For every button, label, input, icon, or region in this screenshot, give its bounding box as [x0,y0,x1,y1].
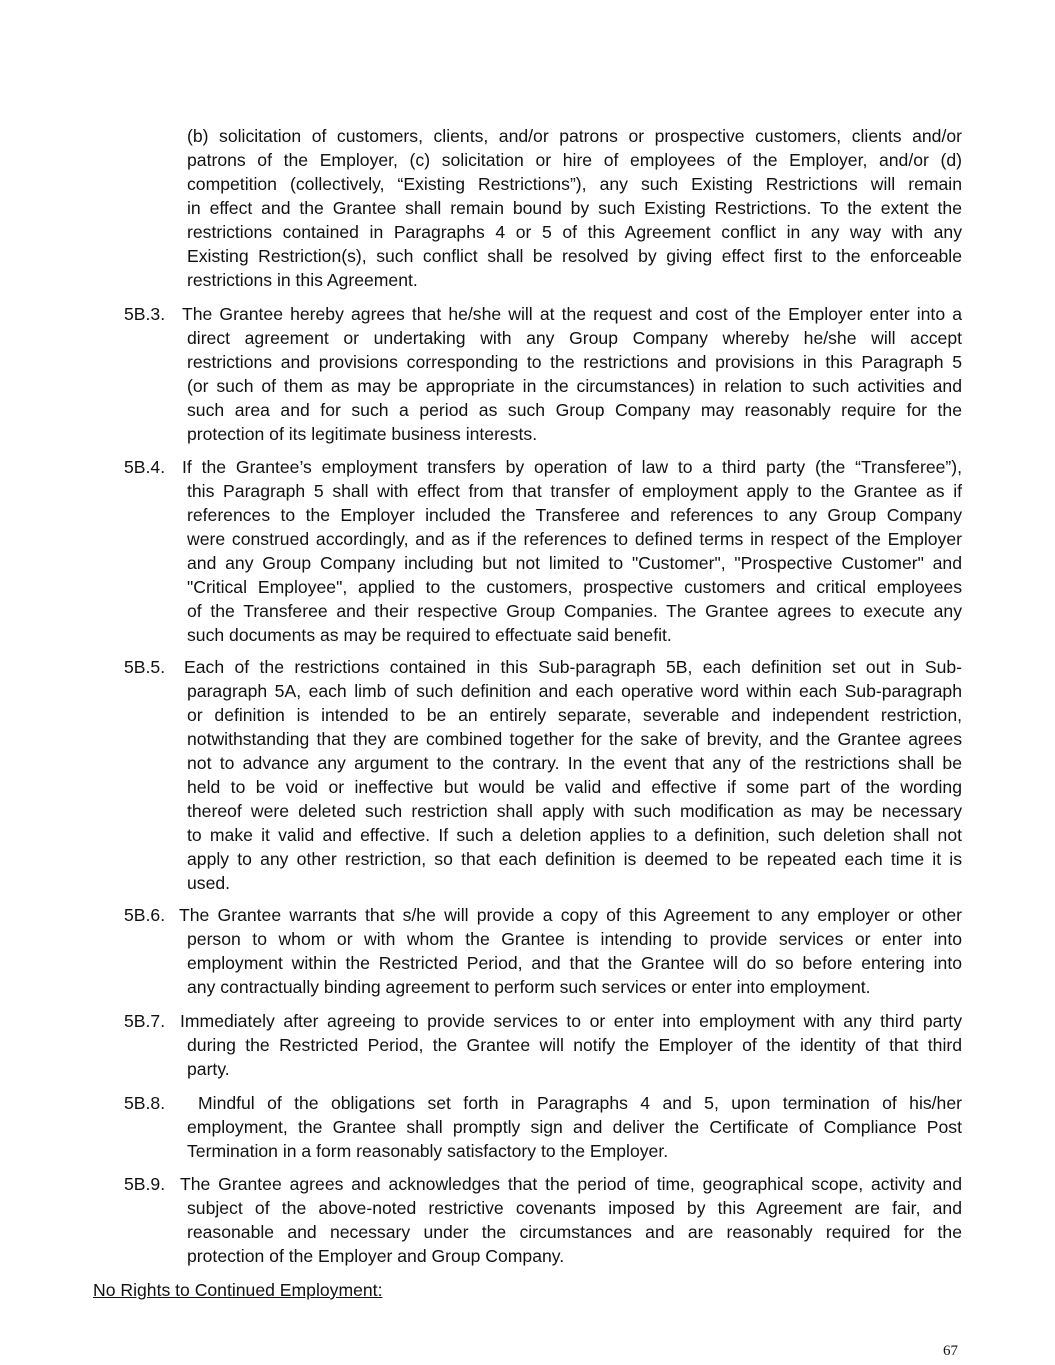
paragraph-line: The Grantee agrees and acknowledges that the period of time, geographical scope, activity and [180,1174,962,1194]
clause-number: 5B.7. [124,1011,166,1031]
paragraph-line: Immediately after agreeing to provide services to or enter into employment with any third party [180,1011,962,1031]
paragraph-line: restrictions and provisions corresponding to the restrictions and provisions in this Paragraph 5 [187,352,962,372]
paragraph-line: competition (collectively, “Existing Restrictions”), any such Existing Restrictions will remain [187,174,962,194]
paragraph-line: notwithstanding that they are combined together for the sake of brevity, and the Grantee agrees [187,729,962,749]
paragraph-line: this Paragraph 5 shall with effect from that transfer of employment apply to the Grantee as if [187,481,962,501]
clause-number: 5B.5. [124,657,166,677]
paragraph-line: protection of the Employer and Group Company. [187,1246,565,1266]
paragraph-line: The Grantee warrants that s/he will provide a copy of this Agreement to any employer or other [179,905,962,925]
paragraph-line: used. [187,873,231,893]
paragraph-line: references to the Employer included the Transferee and references to any Group Company [187,505,962,525]
paragraph-line: person to whom or with whom the Grantee is intending to provide services or enter into [187,929,962,949]
paragraph-line: of the Transferee and their respective Group Companies. The Grantee agrees to execute any [187,601,962,621]
clause-number: 5B.4. [124,457,166,477]
paragraph-line: held to be void or ineffective but would be valid and effective if some part of the wording [187,777,962,797]
paragraph-line: Termination in a form reasonably satisfactory to the Employer. [187,1141,669,1161]
paragraph-line: Mindful of the obligations set forth in Paragraphs 4 and 5, upon termination of his/her [198,1093,962,1113]
paragraph-line: party. [187,1059,230,1079]
paragraph-line: direct agreement or undertaking with any Group Company whereby he/she will accept [187,328,962,348]
clause-number: 5B.6. [124,905,166,925]
paragraph-line: employment, the Grantee shall promptly sign and deliver the Certificate of Compliance Post [187,1117,962,1137]
continuation-paragraph [187,124,962,292]
clause-number: 5B.3. [124,304,166,324]
paragraph-line: reasonable and necessary under the circumstances and are reasonably required for the [187,1222,962,1242]
paragraph-line: such documents as may be required to effectuate said benefit. [187,625,672,645]
paragraph-line: employment within the Restricted Period, and that the Grantee will do so before entering into [187,953,962,973]
paragraph-line: were construed accordingly, and as if the references to defined terms in respect of the Employer [187,529,962,549]
paragraph-line: thereof were deleted such restriction shall apply with such modification as may be necessary [187,801,962,821]
paragraph-line: protection of its legitimate business interests. [187,424,538,444]
paragraph-line: Each of the restrictions contained in this Sub-paragraph 5B, each definition set out in Sub- [184,657,962,677]
paragraph-line: (b) solicitation of customers, clients, and/or patrons or prospective customers, clients and/or [187,126,962,146]
clause-5b7 [180,1009,962,1081]
paragraph-line: patrons of the Employer, (c) solicitation or hire of employees of the Employer, and/or (d) [187,150,962,170]
paragraph-line: "Critical Employee", applied to the customers, prospective customers and critical employees [187,577,962,597]
paragraph-line: any contractually binding agreement to perform such services or enter into employment. [187,977,871,997]
paragraph-line: or definition is intended to be an entirely separate, severable and independent restriction, [187,705,962,725]
section-heading: No Rights to Continued Employment: [93,1280,383,1300]
clause-5b6 [179,903,962,999]
paragraph-line: restrictions in this Agreement. [187,270,418,290]
paragraph-line: to make it valid and effective. If such a deletion applies to a definition, such deletion shall not [187,825,962,845]
clause-5b4 [182,455,962,647]
clause-5b5 [184,655,962,895]
paragraph-line: restrictions contained in Paragraphs 4 or 5 of this Agreement conflict in any way with any [187,222,962,242]
paragraph-line: not to advance any argument to the contrary. In the event that any of the restrictions shall be [187,753,962,773]
paragraph-line: If the Grantee’s employment transfers by operation of law to a third party (the “Transferee”), [182,457,962,477]
clause-5b9 [180,1172,962,1268]
paragraph-line: subject of the above-noted restrictive covenants imposed by this Agreement are fair, and [187,1198,962,1218]
paragraph-line: and any Group Company including but not limited to "Customer", "Prospective Customer" and [187,553,962,573]
paragraph-line: Existing Restriction(s), such conflict shall be resolved by giving effect first to the enforceable [187,246,962,266]
paragraph-line: The Grantee hereby agrees that he/she will at the request and cost of the Employer enter into a [182,304,962,324]
paragraph-line: such area and for such a period as such Group Company may reasonably require for the [187,400,962,420]
clause-5b3 [182,302,962,446]
paragraph-line: apply to any other restriction, so that each definition is deemed to be repeated each time it is [187,849,962,869]
clause-number: 5B.9. [124,1174,166,1194]
page-number: 67 [943,1343,958,1359]
paragraph-line: in effect and the Grantee shall remain bound by such Existing Restrictions. To the extent the [187,198,962,218]
clause-number: 5B.8. [124,1093,166,1113]
clause-5b8 [187,1091,962,1163]
paragraph-line: (or such of them as may be appropriate in the circumstances) in relation to such activities and [187,376,962,396]
paragraph-line: during the Restricted Period, the Grantee will notify the Employer of the identity of that third [187,1035,962,1055]
paragraph-line: paragraph 5A, each limb of such definition and each operative word within each Sub-paragraph [187,681,962,701]
